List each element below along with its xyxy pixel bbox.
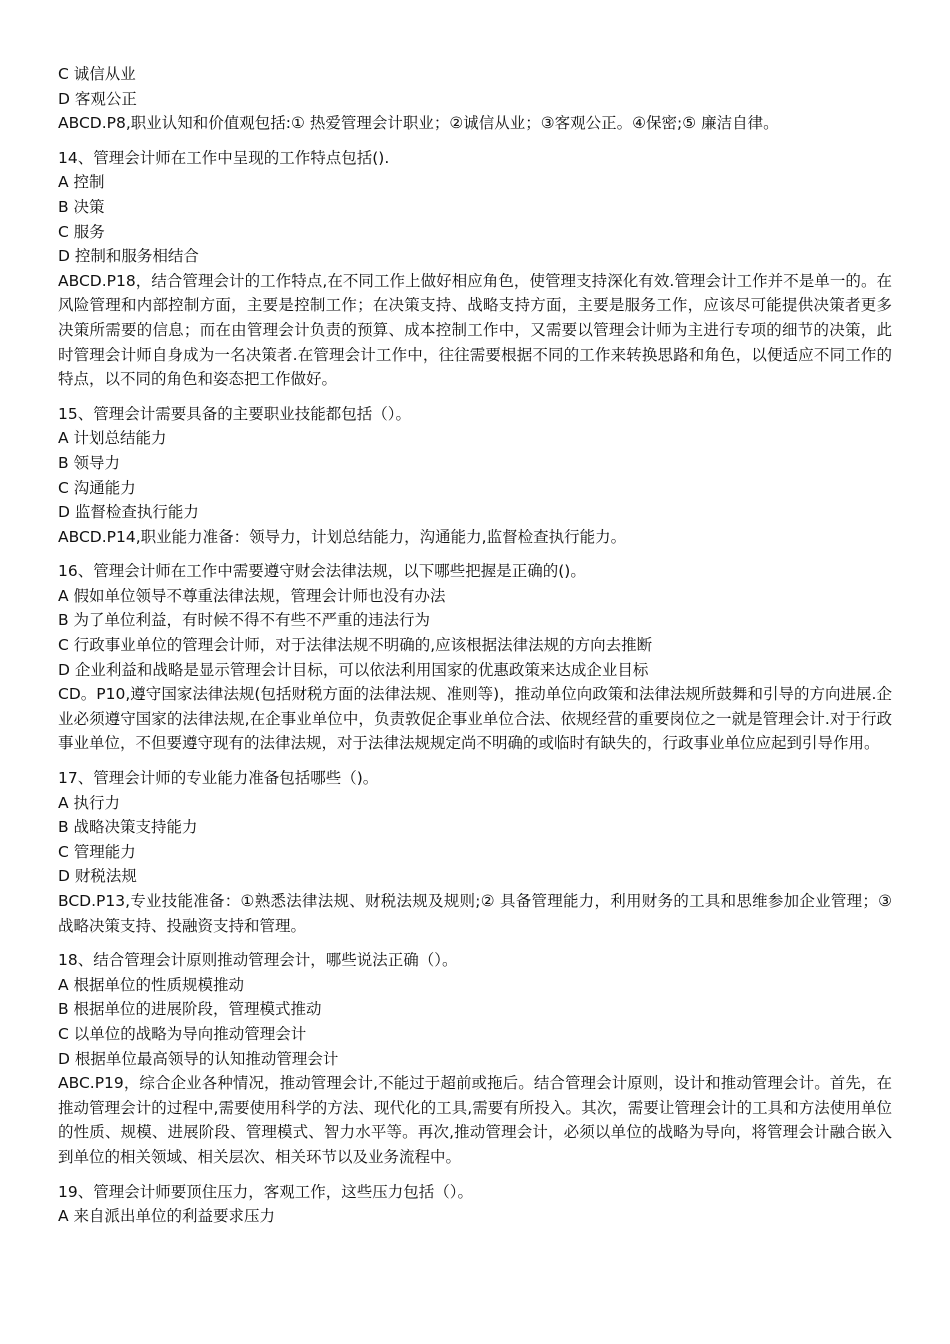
option-line: B 领导力 xyxy=(58,453,121,472)
option-line: B 决策 xyxy=(58,197,105,216)
option-line: C 行政事业单位的管理会计师，对于法律法规不明确的,应该根据法律法规的方向去推断 xyxy=(58,636,653,655)
option-line: D 企业利益和战略是显示管理会计目标，可以依法利用国家的优惠政策来达成企业目标 xyxy=(58,660,649,679)
answer-explanation: ABCD.P8,职业认知和价值观包括:① 热爱管理会计职业；②诚信从业；③客观公正。④保密;⑤ 廉洁自律。 xyxy=(58,114,779,133)
option-line: B 战略决策支持能力 xyxy=(58,818,198,837)
question-block-15 xyxy=(58,402,892,550)
option-line: D 控制和服务相结合 xyxy=(58,247,199,266)
question-block-18 xyxy=(58,948,892,1169)
answer-explanation: ABCD.P18，结合管理会计的工作特点,在不同工作上做好相应角色，使管理支持深化有效.管理会计工作并不是单一的。在风险管理和内部控制方面，主要是控制工作；在决策支持、战略支持方面，主要是服务工作，应该尽可能提供决策者更多决策所需要的信息；而在由管理会计负责的预算、成本控制工作中，又需要以管理会计师为主进行专项的细节的决策，此时管理会计师自身成为一名决策者.在管理会计工作中，往往需要根据不同的工作来转换思路和角色，以便适应不同工作的特点，以不同的角色和姿态把工作做好。 xyxy=(58,271,892,389)
option-line: D 监督检查执行能力 xyxy=(58,503,199,522)
answer-explanation: ABCD.P14,职业能力准备：领导力，计划总结能力，沟通能力,监督检查执行能力。 xyxy=(58,527,627,546)
option-line: A 计划总结能力 xyxy=(58,429,167,448)
question-block-13 xyxy=(58,62,892,136)
option-line: A 执行力 xyxy=(58,793,121,812)
option-line: B 为了单位利益，有时候不得不有些不严重的违法行为 xyxy=(58,611,431,630)
question-stem: 16、管理会计师在工作中需要遵守财会法律法规，以下哪些把握是正确的()。 xyxy=(58,562,586,581)
option-line: D 财税法规 xyxy=(58,867,137,886)
option-line: C 以单位的战略为导向推动管理会计 xyxy=(58,1024,307,1043)
option-line: B 根据单位的进展阶段，管理模式推动 xyxy=(58,1000,322,1019)
option-line: A 假如单位领导不尊重法律法规，管理会计师也没有办法 xyxy=(58,586,446,605)
answer-explanation: ABC.P19，综合企业各种情况，推动管理会计,不能过于超前或拖后。结合管理会计原则，设计和推动管理会计。首先，在推动管理会计的过程中,需要使用科学的方法、现代化的工具,需要有所投入。其次，需要让管理会计的工具和方法使用单位的性质、规模、进展阶段、管理模式、智力水平等。再次,推动管理会计，必须以单位的战略为导向，将管理会计融合嵌入到单位的相关领域、相关层次、相关环节以及业务流程中。 xyxy=(58,1074,892,1166)
question-block-19 xyxy=(58,1180,892,1229)
question-stem: 18、结合管理会计原则推动管理会计，哪些说法正确（）。 xyxy=(58,951,458,970)
question-stem: 19、管理会计师要顶住压力，客观工作，这些压力包括（）。 xyxy=(58,1182,473,1201)
option-line: C 管理能力 xyxy=(58,842,136,861)
answer-explanation: BCD.P13,专业技能准备：①熟悉法律法规、财税法规及规则;② 具备管理能力，利用财务的工具和思维参加企业管理；③战略决策支持、投融资支持和管理。 xyxy=(58,892,892,935)
option-line: A 控制 xyxy=(58,173,105,192)
question-stem: 15、管理会计需要具备的主要职业技能都包括（）。 xyxy=(58,404,411,423)
option-line: C 沟通能力 xyxy=(58,478,136,497)
option-line: C 服务 xyxy=(58,222,105,241)
option-line: D 客观公正 xyxy=(58,89,137,108)
question-block-16 xyxy=(58,559,892,756)
question-stem: 17、管理会计师的专业能力准备包括哪些（)。 xyxy=(58,769,379,788)
option-line: A 来自派出单位的利益要求压力 xyxy=(58,1207,276,1226)
answer-explanation: CD。P10,遵守国家法律法规(包括财税方面的法律法规、准则等)，推动单位向政策和法律法规所鼓舞和引导的方向进展.企业必须遵守国家的法律法规,在企事业单位中，负责敦促企事业单位合法、依规经营的重要岗位之一就是管理会计.对于行政事业单位，不但要遵守现有的法律法规，对于法律法规规定尚不明确的或临时有缺失的，行政事业单位应起到引导作用。 xyxy=(58,685,892,753)
option-line: D 根据单位最高领导的认知推动管理会计 xyxy=(58,1049,339,1068)
question-block-14 xyxy=(58,146,892,392)
option-line: C 诚信从业 xyxy=(58,65,136,83)
question-block-17 xyxy=(58,766,892,938)
question-stem: 14、管理会计师在工作中呈现的工作特点包括(). xyxy=(58,148,390,167)
option-line: A 根据单位的性质规模推动 xyxy=(58,975,245,994)
